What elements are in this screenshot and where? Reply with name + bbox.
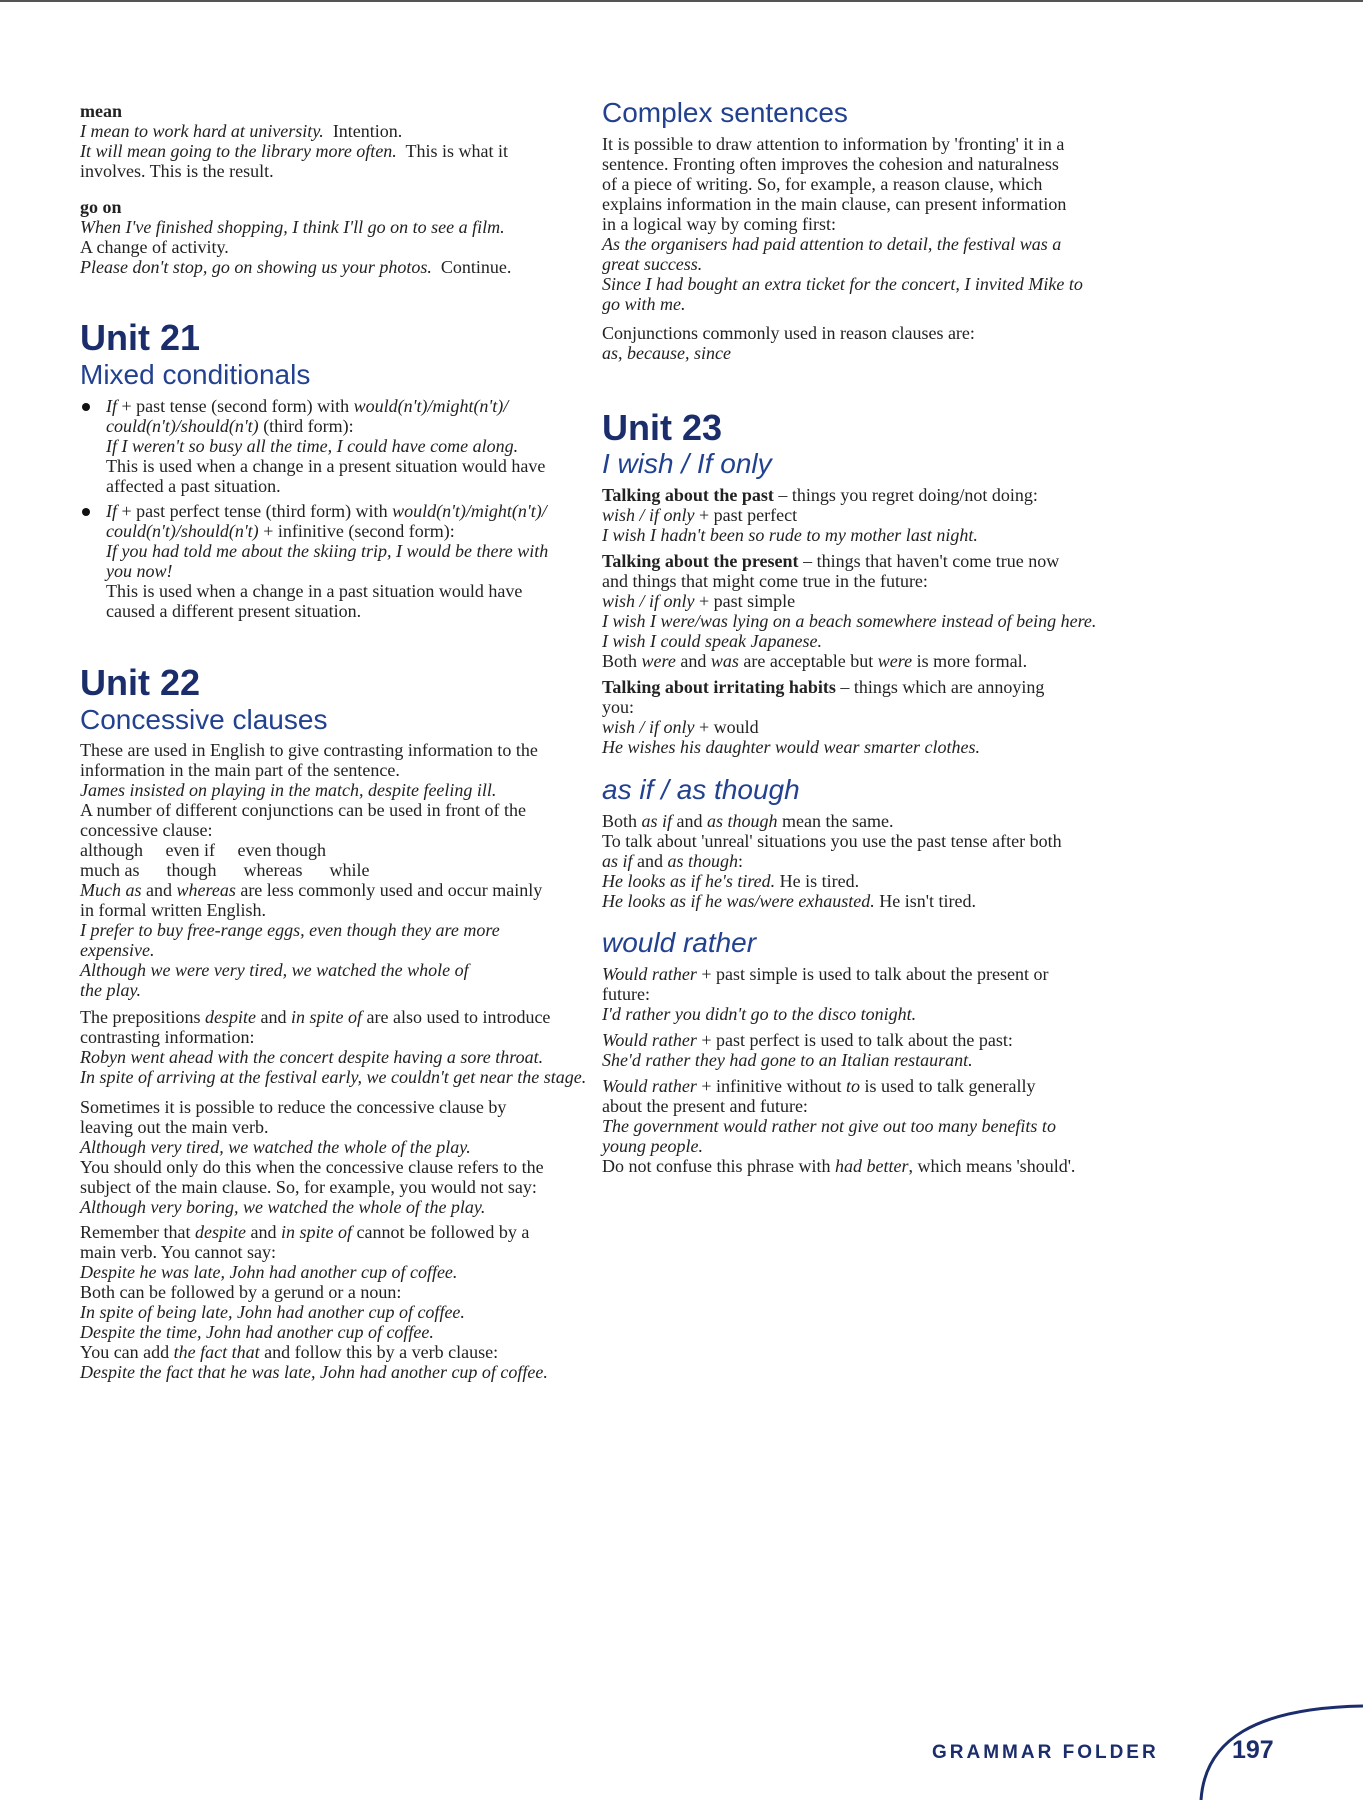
text-run: main verb. You cannot say: — [80, 1242, 276, 1262]
text-run: : — [738, 851, 744, 871]
text-line — [80, 197, 511, 217]
italic-text: in spite of — [280, 1222, 352, 1242]
text-line — [80, 501, 548, 521]
italic-text: Although we were very tired, we watched the whole of — [80, 960, 469, 980]
italic-text: were — [641, 651, 676, 671]
section-heading: Complex sentences — [602, 97, 848, 128]
text-run: you: — [602, 697, 635, 717]
italic-text: Despite the fact that he was late, John had another cup of coffee. — [80, 1362, 548, 1382]
text-line — [80, 1342, 548, 1362]
italic-text: As the organisers had paid attention to detail, the festival was a — [602, 234, 1062, 254]
text-line — [80, 121, 508, 141]
italic-text: great success. — [602, 254, 703, 274]
text-line — [602, 214, 1083, 234]
italic-text: whereas — [176, 880, 236, 900]
text-line — [602, 811, 1062, 831]
text-run: + past simple — [694, 591, 796, 611]
section-heading: Concessive clauses — [80, 704, 328, 735]
italic-text: Much as — [80, 880, 142, 900]
text-line — [80, 960, 542, 980]
text-run: are less commonly used and occur mainly — [235, 880, 543, 900]
italic-text: I mean to work hard at university. — [80, 121, 324, 141]
text-line — [80, 1067, 586, 1087]
text-line — [80, 1137, 544, 1157]
italic-text: to — [846, 1076, 861, 1096]
text-run: is used to talk generally — [860, 1076, 1036, 1096]
bullet-icon — [82, 508, 90, 516]
text-run: He is tired. — [775, 871, 860, 891]
italic-text: despite — [194, 1222, 246, 1242]
bullet-icon — [82, 403, 90, 411]
italic-text: wish / if only — [602, 717, 695, 737]
italic-text: was — [710, 651, 739, 671]
text-line — [602, 274, 1083, 294]
text-line — [80, 920, 542, 940]
text-run: mean the same. — [777, 811, 894, 831]
italic-text: In spite of being late, John had another cup of coffee. — [80, 1302, 465, 1322]
italic-text: in spite of — [290, 1007, 362, 1027]
text-run: A change of activity. — [80, 237, 229, 257]
text-line — [80, 561, 548, 581]
italic-text: despite — [204, 1007, 256, 1027]
text-line — [80, 820, 542, 840]
italic-text: I wish I could speak Japanese. — [602, 631, 822, 651]
italic-text: the fact that — [173, 1342, 260, 1362]
italic-text: Would rather — [602, 964, 697, 984]
text-line — [602, 294, 1083, 314]
text-line — [80, 161, 508, 181]
text-line — [602, 323, 975, 343]
text-line — [602, 174, 1083, 194]
italic-text: If — [106, 501, 117, 521]
italic-text: If you had told me about the skiing trip, I would be there with — [106, 541, 549, 561]
text-line — [80, 1007, 586, 1027]
text-run: + infinitive (second form): — [258, 521, 455, 541]
text-run: You should only do this when the concessive clause refers to the — [80, 1157, 544, 1177]
italic-text: Please don't stop, go on showing us your photos. — [80, 257, 432, 277]
text-line — [602, 1030, 1013, 1050]
paragraph — [602, 551, 1096, 671]
text-line — [80, 1047, 586, 1067]
text-line — [602, 571, 1096, 591]
text-line — [602, 134, 1083, 154]
text-run: future: — [602, 984, 650, 1004]
text-line — [80, 760, 542, 780]
text-line — [80, 581, 548, 601]
bold-term: go on — [80, 197, 122, 217]
text-line — [80, 1282, 548, 1302]
italic-text: In spite of arriving at the festival early, we couldn't get near the stage. — [80, 1067, 587, 1087]
italic-text: He looks as if he's tired. — [602, 871, 776, 891]
text-run: It is possible to draw attention to information by 'fronting' it in a — [602, 134, 1065, 154]
italic-text: He wishes his daughter would wear smarter clothes. — [602, 737, 980, 757]
text-run: in a logical way by coming first: — [602, 214, 836, 234]
text-run: Remember that — [80, 1222, 195, 1242]
paragraph — [602, 677, 1044, 757]
bold-term: Talking about the present — [602, 551, 799, 571]
text-line — [80, 456, 545, 476]
text-line — [602, 737, 1044, 757]
text-line — [80, 1222, 548, 1242]
text-run: of a piece of writing. So, for example, a reason clause, which — [602, 174, 1043, 194]
text-run: Both — [602, 651, 642, 671]
text-line — [80, 940, 542, 960]
italic-text: I prefer to buy free-range eggs, even though they are more — [80, 920, 500, 940]
italic-text: could(n't)/should(n't) — [106, 521, 259, 541]
text-line — [80, 900, 542, 920]
text-line — [80, 436, 545, 456]
page-top-edge — [0, 0, 1363, 2]
italic-text: wish / if only — [602, 591, 695, 611]
italic-text: The government would rather not give out too many benefits to — [602, 1116, 1056, 1136]
text-line — [602, 831, 1062, 851]
text-run: Intention. — [323, 121, 403, 141]
text-run: (third form): — [258, 416, 354, 436]
italic-text: the play. — [80, 980, 141, 1000]
text-run: – things which are annoying — [835, 677, 1045, 697]
text-run: are acceptable but — [738, 651, 878, 671]
text-run: + past simple is used to talk about the present or — [696, 964, 1049, 984]
italic-text: James insisted on playing in the match, despite feeling ill. — [80, 780, 497, 800]
italic-text: Would rather — [602, 1076, 697, 1096]
text-line — [80, 101, 508, 121]
text-line — [602, 891, 1062, 911]
text-run: and — [141, 880, 177, 900]
paragraph — [80, 101, 508, 181]
text-line — [602, 1156, 1075, 1176]
text-run: contrasting information: — [80, 1027, 255, 1047]
italic-text: I wish I were/was lying on a beach somewhere instead of being here. — [602, 611, 1097, 631]
text-run: + past perfect — [694, 505, 798, 525]
text-line — [602, 1050, 1013, 1070]
italic-text: When I've finished shopping, I think I'll go on to see a film. — [80, 217, 505, 237]
text-line — [602, 485, 1038, 505]
text-line — [602, 505, 1038, 525]
text-line — [80, 141, 508, 161]
bold-term: Talking about the past — [602, 485, 774, 505]
italic-text: as if — [641, 811, 673, 831]
text-run: This is what it — [396, 141, 508, 161]
text-run: and — [672, 811, 708, 831]
text-run: Sometimes it is possible to reduce the concessive clause by — [80, 1097, 507, 1117]
text-line — [80, 396, 545, 416]
paragraph — [80, 1007, 586, 1087]
italic-text: If I weren't so busy all the time, I could have come along. — [106, 436, 519, 456]
paragraph — [602, 134, 1083, 314]
text-run: These are used in English to give contrasting information to the — [80, 740, 538, 760]
text-run: + past tense (second form) with — [117, 396, 354, 416]
text-line — [80, 1262, 548, 1282]
text-run: , which means 'should'. — [908, 1156, 1076, 1176]
text-line — [80, 257, 511, 277]
text-line — [80, 1157, 544, 1177]
page-number: 197 — [1232, 1736, 1274, 1764]
bullet-item — [80, 396, 545, 496]
paragraph — [602, 1030, 1013, 1070]
section-heading: would rather — [602, 927, 757, 958]
italic-text: had better — [834, 1156, 909, 1176]
paragraph — [80, 197, 511, 277]
text-line — [602, 697, 1044, 717]
italic-text: young people. — [602, 1136, 703, 1156]
text-line — [602, 234, 1083, 254]
text-line — [602, 1116, 1075, 1136]
text-run: and — [675, 651, 711, 671]
text-run: Both can be followed by a gerund or a noun: — [80, 1282, 402, 1302]
text-run: leaving out the main verb. — [80, 1117, 269, 1137]
text-line — [80, 601, 548, 621]
bold-term: Talking about irritating habits — [602, 677, 836, 697]
text-line — [602, 194, 1083, 214]
italic-text: expensive. — [80, 940, 155, 960]
text-run: much as though whereas while — [80, 860, 370, 880]
text-line — [80, 541, 548, 561]
text-run: in formal written English. — [80, 900, 266, 920]
text-run: about the present and future: — [602, 1096, 808, 1116]
italic-text: Since I had bought an extra ticket for the concert, I invited Mike to — [602, 274, 1083, 294]
text-run: and — [255, 1007, 291, 1027]
text-run: subject of the main clause. So, for example, you would not say: — [80, 1177, 537, 1197]
italic-text: as if — [602, 851, 633, 871]
text-line — [602, 1096, 1075, 1116]
paragraph — [602, 811, 1062, 911]
paragraph — [602, 1076, 1075, 1176]
text-run: sentence. Fronting often improves the cohesion and naturalness — [602, 154, 1059, 174]
text-line — [602, 1076, 1075, 1096]
paragraph — [80, 740, 542, 1000]
text-line — [80, 1197, 544, 1217]
italic-text: Despite the time, John had another cup of coffee. — [80, 1322, 434, 1342]
text-line — [602, 871, 1062, 891]
bold-term: mean — [80, 101, 122, 121]
text-line — [602, 677, 1044, 697]
text-line — [602, 651, 1096, 671]
text-run: + would — [694, 717, 759, 737]
text-run: – things you regret doing/not doing: — [773, 485, 1038, 505]
text-line — [602, 343, 975, 363]
italic-text: were — [877, 651, 913, 671]
text-run: affected a past situation. — [106, 476, 281, 496]
text-run: You can add — [80, 1342, 174, 1362]
italic-text: I'd rather you didn't go to the disco tonight. — [602, 1004, 917, 1024]
italic-text: Although very tired, we watched the whole of the play. — [80, 1137, 471, 1157]
italic-text: She'd rather they had gone to an Italian restaurant. — [602, 1050, 973, 1070]
section-heading: Mixed conditionals — [80, 359, 311, 390]
italic-text: as though — [667, 851, 739, 871]
text-line — [80, 217, 511, 237]
text-line — [602, 154, 1083, 174]
text-line — [80, 1242, 548, 1262]
text-run: although even if even though — [80, 840, 326, 860]
italic-text: would(n't)/might(n't)/ — [353, 396, 509, 416]
text-run: This is used when a change in a past situation would have — [106, 581, 523, 601]
text-line — [80, 1362, 548, 1382]
text-run: He isn't tired. — [874, 891, 977, 911]
text-run: concessive clause: — [80, 820, 213, 840]
text-line — [80, 740, 542, 760]
text-run: and follow this by a verb clause: — [259, 1342, 499, 1362]
text-run: + past perfect is used to talk about the past: — [696, 1030, 1013, 1050]
text-run: To talk about 'unreal' situations you use the past tense after both — [602, 831, 1062, 851]
text-line — [602, 1004, 1048, 1024]
text-run: Continue. — [431, 257, 512, 277]
text-run: and things that might come true in the future: — [602, 571, 928, 591]
text-line — [80, 1322, 548, 1342]
italic-text: Would rather — [602, 1030, 697, 1050]
footer-section-label: GRAMMAR FOLDER — [932, 1742, 1159, 1763]
text-run: involves. This is the result. — [80, 161, 274, 181]
italic-text: If — [106, 396, 117, 416]
text-run: + past perfect tense (third form) with — [117, 501, 393, 521]
unit-heading: Unit 23 — [602, 407, 723, 448]
paragraph — [80, 1222, 548, 1382]
text-run: Both — [602, 811, 642, 831]
text-line — [80, 860, 542, 880]
text-line — [80, 800, 542, 820]
page-tab-curve — [1195, 1700, 1363, 1800]
text-line — [602, 525, 1038, 545]
text-run: information in the main part of the sentence. — [80, 760, 400, 780]
italic-text: I wish I hadn't been so rude to my mother last night. — [602, 525, 978, 545]
text-line — [80, 1117, 544, 1137]
text-line — [80, 880, 542, 900]
italic-text: Although very boring, we watched the whole of the play. — [80, 1197, 486, 1217]
text-run: and — [245, 1222, 281, 1242]
text-run: The prepositions — [80, 1007, 205, 1027]
text-line — [80, 521, 548, 541]
text-run: cannot be followed by a — [351, 1222, 530, 1242]
italic-text: would(n't)/might(n't)/ — [392, 501, 547, 521]
text-run: is more formal. — [912, 651, 1028, 671]
section-heading: I wish / If only — [602, 448, 772, 479]
italic-text: you now! — [106, 561, 173, 581]
text-run: and — [632, 851, 668, 871]
text-line — [602, 984, 1048, 1004]
italic-text: as, because, since — [602, 343, 731, 363]
bullet-item — [80, 501, 548, 621]
italic-text: He looks as if he was/were exhausted. — [602, 891, 875, 911]
text-line — [602, 254, 1083, 274]
text-line — [80, 416, 545, 436]
italic-text: could(n't)/should(n't) — [106, 416, 259, 436]
italic-text: Despite he was late, John had another cup of coffee. — [80, 1262, 458, 1282]
text-line — [80, 780, 542, 800]
italic-text: as though — [707, 811, 778, 831]
text-run: – things that haven't come true now — [798, 551, 1060, 571]
paragraph — [80, 1097, 544, 1217]
text-run: explains information in the main clause, can present information — [602, 194, 1067, 214]
text-line — [602, 551, 1096, 571]
text-run: Conjunctions commonly used in reason clauses are: — [602, 323, 975, 343]
text-line — [602, 851, 1062, 871]
paragraph — [602, 485, 1038, 545]
text-line — [602, 717, 1044, 737]
italic-text: It will mean going to the library more often. — [80, 141, 397, 161]
text-run: are also used to introduce — [361, 1007, 551, 1027]
italic-text: Robyn went ahead with the concert despite having a sore throat. — [80, 1047, 544, 1067]
unit-heading: Unit 21 — [80, 317, 201, 358]
text-line — [80, 980, 542, 1000]
text-run: This is used when a change in a present situation would have — [106, 456, 546, 476]
text-line — [602, 631, 1096, 651]
text-run: Do not confuse this phrase with — [602, 1156, 835, 1176]
text-run: caused a different present situation. — [106, 601, 362, 621]
section-heading: as if / as though — [602, 774, 800, 805]
text-line — [80, 1097, 544, 1117]
italic-text: go with me. — [602, 294, 686, 314]
italic-text: wish / if only — [602, 505, 695, 525]
text-run: + infinitive without — [696, 1076, 846, 1096]
paragraph — [602, 323, 975, 363]
text-line — [80, 237, 511, 257]
text-line — [80, 1177, 544, 1197]
text-line — [80, 840, 542, 860]
text-run: A number of different conjunctions can be used in front of the — [80, 800, 527, 820]
text-line — [80, 476, 545, 496]
text-line — [80, 1027, 586, 1047]
text-line — [602, 964, 1048, 984]
unit-heading: Unit 22 — [80, 662, 201, 703]
text-line — [602, 611, 1096, 631]
text-line — [602, 1136, 1075, 1156]
paragraph — [602, 964, 1048, 1024]
text-line — [80, 1302, 548, 1322]
text-line — [602, 591, 1096, 611]
